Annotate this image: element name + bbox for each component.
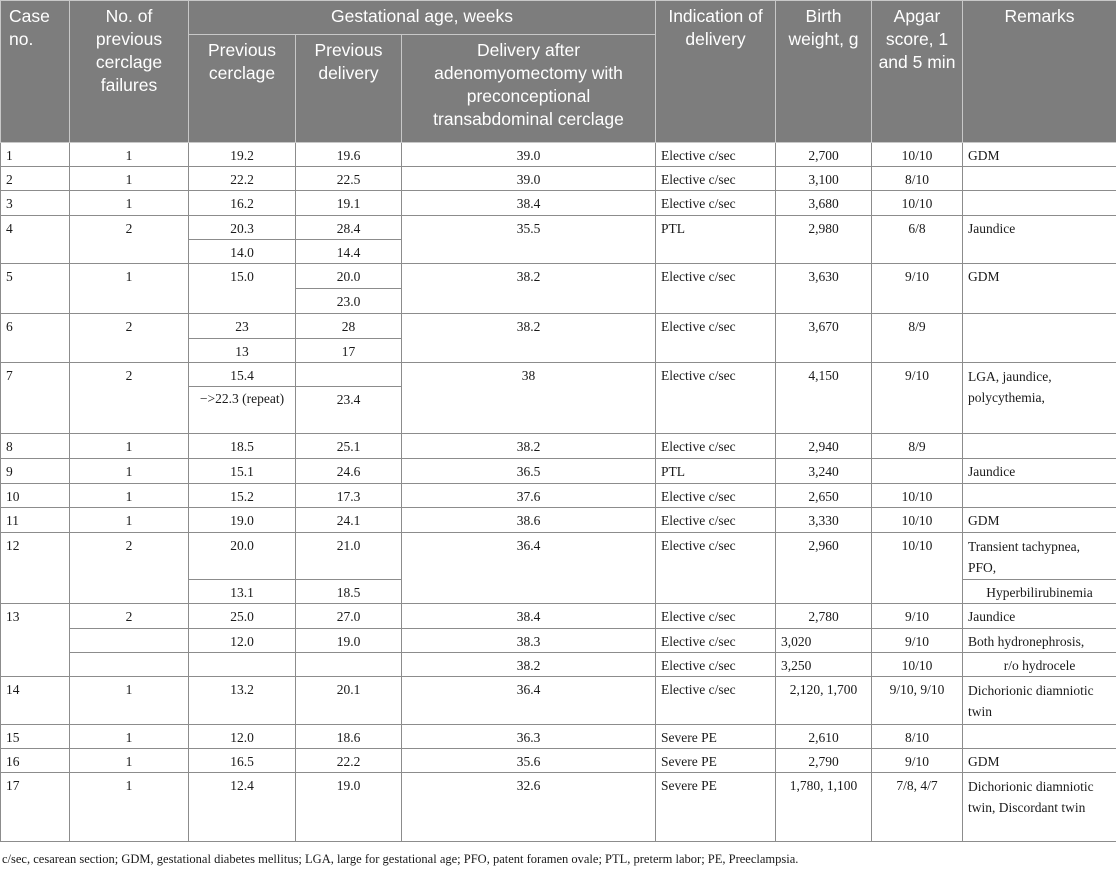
birth-weight-cell: 3,630: [776, 264, 872, 314]
failures-cell: [70, 653, 189, 677]
remarks-cell: Hyperbilirubinemia: [963, 580, 1116, 604]
apgar-cell: 10/10: [872, 508, 963, 533]
birth-weight-cell: 2,960: [776, 533, 872, 604]
table-row: [1, 314, 1116, 339]
prev-delivery-cell: 22.5: [296, 167, 402, 191]
case-no-cell: 14: [1, 677, 70, 725]
delivery-after-cell: 36.5: [402, 459, 656, 484]
apgar-cell: 9/10: [872, 629, 963, 653]
failures-cell: 2: [70, 604, 189, 629]
indication-cell: Severe PE: [656, 773, 776, 842]
birth-weight-cell: 2,980: [776, 216, 872, 264]
prev-cerclage-cell: 16.5: [189, 749, 296, 773]
failures-cell: 1: [70, 508, 189, 533]
prev-delivery-cell: 25.1: [296, 434, 402, 459]
table-row: [1, 264, 1116, 289]
remarks-cell: GDM: [963, 508, 1116, 533]
prev-cerclage-cell: 19.2: [189, 143, 296, 167]
table-row: [1, 484, 1116, 508]
birth-weight-cell: 3,100: [776, 167, 872, 191]
birth-weight-cell: 3,250: [776, 653, 872, 677]
case-no-cell: 1: [1, 143, 70, 167]
indication-cell: Elective c/sec: [656, 484, 776, 508]
prev-cerclage-cell: 16.2: [189, 191, 296, 216]
header-apgar-score: Apgar score, 1 and 5 min: [872, 1, 963, 143]
remarks-cell: LGA, jaundice, polycythemia,: [963, 363, 1116, 434]
failures-cell: 2: [70, 533, 189, 604]
table-row: [1, 773, 1116, 842]
birth-weight-cell: 2,940: [776, 434, 872, 459]
delivery-after-cell: 38.3: [402, 629, 656, 653]
failures-cell: 2: [70, 363, 189, 434]
remarks-cell: GDM: [963, 143, 1116, 167]
table-row: [1, 167, 1116, 191]
prev-delivery-cell: 24.1: [296, 508, 402, 533]
delivery-after-cell: 38.4: [402, 191, 656, 216]
prev-cerclage-cell: [189, 653, 296, 677]
failures-cell: 1: [70, 677, 189, 725]
remarks-cell: GDM: [963, 749, 1116, 773]
remarks-cell: r/o hydrocele: [963, 653, 1116, 677]
delivery-after-cell: 36.4: [402, 677, 656, 725]
case-no-cell: 16: [1, 749, 70, 773]
prev-delivery-cell: 23.4: [296, 387, 402, 434]
indication-cell: Elective c/sec: [656, 167, 776, 191]
indication-cell: Elective c/sec: [656, 533, 776, 604]
remarks-cell: [963, 434, 1116, 459]
indication-cell: Elective c/sec: [656, 363, 776, 434]
delivery-after-cell: 35.6: [402, 749, 656, 773]
prev-cerclage-cell: 15.4: [189, 363, 296, 387]
failures-cell: 1: [70, 749, 189, 773]
failures-cell: 1: [70, 484, 189, 508]
indication-cell: Elective c/sec: [656, 143, 776, 167]
case-no-cell: 11: [1, 508, 70, 533]
failures-cell: 2: [70, 314, 189, 363]
prev-delivery-cell: 23.0: [296, 289, 402, 314]
prev-cerclage-cell: 13.1: [189, 580, 296, 604]
indication-cell: Elective c/sec: [656, 314, 776, 363]
apgar-cell: [872, 459, 963, 484]
table-row: [1, 143, 1116, 167]
remarks-cell: [963, 484, 1116, 508]
table-row: [1, 459, 1116, 484]
apgar-cell: 9/10, 9/10: [872, 677, 963, 725]
prev-delivery-cell: 20.0: [296, 264, 402, 289]
case-no-cell: 12: [1, 533, 70, 604]
prev-cerclage-cell: 12.4: [189, 773, 296, 842]
table-row: [1, 216, 1116, 240]
apgar-cell: 6/8: [872, 216, 963, 264]
table-row: [1, 191, 1116, 216]
indication-cell: PTL: [656, 459, 776, 484]
table-row: [1, 629, 1116, 653]
birth-weight-cell: 3,330: [776, 508, 872, 533]
prev-cerclage-cell: 19.0: [189, 508, 296, 533]
prev-delivery-cell: 17.3: [296, 484, 402, 508]
table-row: [1, 363, 1116, 387]
prev-cerclage-cell: 13: [189, 339, 296, 363]
delivery-after-cell: 38.4: [402, 604, 656, 629]
case-no-cell: 8: [1, 434, 70, 459]
case-no-cell: 7: [1, 363, 70, 434]
prev-cerclage-cell: 20.3: [189, 216, 296, 240]
apgar-cell: 10/10: [872, 484, 963, 508]
header-gestational-age: Gestational age, weeks: [189, 1, 656, 35]
failures-cell: 1: [70, 191, 189, 216]
prev-delivery-cell: 28: [296, 314, 402, 339]
apgar-cell: 9/10: [872, 749, 963, 773]
failures-cell: 1: [70, 264, 189, 314]
apgar-cell: 8/9: [872, 314, 963, 363]
case-no-cell: 4: [1, 216, 70, 264]
indication-cell: Elective c/sec: [656, 508, 776, 533]
delivery-after-cell: 39.0: [402, 143, 656, 167]
birth-weight-cell: 2,790: [776, 749, 872, 773]
failures-cell: 2: [70, 216, 189, 264]
remarks-cell: Jaundice: [963, 216, 1116, 264]
indication-cell: Elective c/sec: [656, 604, 776, 629]
table-row: [1, 749, 1116, 773]
remarks-cell: Transient tachypnea, PFO,: [963, 533, 1116, 580]
case-no-cell: 9: [1, 459, 70, 484]
indication-cell: Severe PE: [656, 749, 776, 773]
failures-cell: 1: [70, 725, 189, 749]
table-footnote: c/sec, cesarean section; GDM, gestational diabetes mellitus; LGA, large for gestational age; PFO, patent foramen ovale; PTL, preterm labor; PE, Preeclampsia.: [2, 852, 799, 866]
prev-delivery-cell: 20.1: [296, 677, 402, 725]
delivery-after-cell: 37.6: [402, 484, 656, 508]
prev-delivery-cell: [296, 363, 402, 387]
delivery-after-cell: 36.3: [402, 725, 656, 749]
table-row: [1, 725, 1116, 749]
birth-weight-cell: 3,680: [776, 191, 872, 216]
delivery-after-cell: 39.0: [402, 167, 656, 191]
delivery-after-cell: 38.2: [402, 434, 656, 459]
prev-cerclage-cell: 18.5: [189, 434, 296, 459]
birth-weight-cell: 2,610: [776, 725, 872, 749]
apgar-cell: 10/10: [872, 653, 963, 677]
failures-cell: 1: [70, 143, 189, 167]
header-delivery-after: Delivery after adenomyomectomy with preconceptional transabdominal cerclage: [402, 35, 656, 143]
case-no-cell: 3: [1, 191, 70, 216]
header-remarks: Remarks: [963, 1, 1116, 143]
table-row: [1, 508, 1116, 533]
prev-delivery-cell: 18.6: [296, 725, 402, 749]
indication-cell: Elective c/sec: [656, 653, 776, 677]
prev-delivery-cell: 18.5: [296, 580, 402, 604]
case-no-cell: 2: [1, 167, 70, 191]
table-row: [1, 434, 1116, 459]
failures-cell: [70, 629, 189, 653]
delivery-after-cell: 38.2: [402, 653, 656, 677]
prev-cerclage-cell: 22.2: [189, 167, 296, 191]
prev-cerclage-cell: 15.2: [189, 484, 296, 508]
apgar-cell: 10/10: [872, 143, 963, 167]
remarks-cell: [963, 725, 1116, 749]
header-case-no: Case no.: [1, 1, 70, 143]
prev-delivery-cell: 17: [296, 339, 402, 363]
case-no-cell: 17: [1, 773, 70, 842]
prev-cerclage-cell: 14.0: [189, 240, 296, 264]
table-row: [1, 533, 1116, 580]
failures-cell: 1: [70, 167, 189, 191]
case-no-cell: 13: [1, 604, 70, 677]
failures-cell: 1: [70, 459, 189, 484]
delivery-after-cell: 32.6: [402, 773, 656, 842]
indication-cell: Elective c/sec: [656, 264, 776, 314]
table-row: [1, 653, 1116, 677]
remarks-cell: Dichorionic diamniotic twin, Discordant twin: [963, 773, 1116, 842]
prev-delivery-cell: 19.1: [296, 191, 402, 216]
prev-cerclage-cell: 15.1: [189, 459, 296, 484]
birth-weight-cell: 1,780, 1,100: [776, 773, 872, 842]
remarks-cell: Dichorionic diamniotic twin: [963, 677, 1116, 725]
delivery-after-cell: 38.2: [402, 264, 656, 314]
case-no-cell: 5: [1, 264, 70, 314]
indication-cell: PTL: [656, 216, 776, 264]
indication-cell: Elective c/sec: [656, 629, 776, 653]
apgar-cell: 8/10: [872, 167, 963, 191]
case-no-cell: 6: [1, 314, 70, 363]
table-row: [1, 677, 1116, 725]
remarks-cell: Jaundice: [963, 604, 1116, 629]
birth-weight-cell: 2,120, 1,700: [776, 677, 872, 725]
prev-delivery-cell: 27.0: [296, 604, 402, 629]
prev-cerclage-cell: 13.2: [189, 677, 296, 725]
prev-delivery-cell: [296, 653, 402, 677]
remarks-cell: Jaundice: [963, 459, 1116, 484]
apgar-cell: 10/10: [872, 533, 963, 604]
prev-delivery-cell: 19.6: [296, 143, 402, 167]
birth-weight-cell: 2,700: [776, 143, 872, 167]
header-indication: Indication of delivery: [656, 1, 776, 143]
header-previous-cerclage: Previous cerclage: [189, 35, 296, 143]
remarks-cell: Both hydronephrosis,: [963, 629, 1116, 653]
indication-cell: Severe PE: [656, 725, 776, 749]
birth-weight-cell: 2,780: [776, 604, 872, 629]
prev-cerclage-cell: 25.0: [189, 604, 296, 629]
prev-cerclage-cell: 20.0: [189, 533, 296, 580]
birth-weight-cell: 3,020: [776, 629, 872, 653]
header-cerclage-failures: No. of previous cerclage failures: [70, 1, 189, 143]
prev-delivery-cell: 21.0: [296, 533, 402, 580]
apgar-cell: 7/8, 4/7: [872, 773, 963, 842]
birth-weight-cell: 3,240: [776, 459, 872, 484]
prev-cerclage-cell: 12.0: [189, 629, 296, 653]
apgar-cell: 8/9: [872, 434, 963, 459]
birth-weight-cell: 3,670: [776, 314, 872, 363]
apgar-cell: 8/10: [872, 725, 963, 749]
failures-cell: 1: [70, 434, 189, 459]
prev-cerclage-cell: −>22.3 (repeat): [189, 387, 296, 434]
apgar-cell: 10/10: [872, 191, 963, 216]
prev-cerclage-cell: 12.0: [189, 725, 296, 749]
prev-delivery-cell: 14.4: [296, 240, 402, 264]
delivery-after-cell: 36.4: [402, 533, 656, 604]
prev-delivery-cell: 22.2: [296, 749, 402, 773]
birth-weight-cell: 2,650: [776, 484, 872, 508]
prev-cerclage-cell: 15.0: [189, 264, 296, 314]
delivery-after-cell: 38.6: [402, 508, 656, 533]
indication-cell: Elective c/sec: [656, 191, 776, 216]
apgar-cell: 9/10: [872, 604, 963, 629]
header-previous-delivery: Previous delivery: [296, 35, 402, 143]
remarks-cell: GDM: [963, 264, 1116, 314]
apgar-cell: 9/10: [872, 264, 963, 314]
prev-delivery-cell: 24.6: [296, 459, 402, 484]
remarks-cell: [963, 314, 1116, 363]
prev-cerclage-cell: 23: [189, 314, 296, 339]
failures-cell: 1: [70, 773, 189, 842]
indication-cell: Elective c/sec: [656, 677, 776, 725]
header-birth-weight: Birth weight, g: [776, 1, 872, 143]
indication-cell: Elective c/sec: [656, 434, 776, 459]
case-no-cell: 10: [1, 484, 70, 508]
remarks-cell: [963, 191, 1116, 216]
prev-delivery-cell: 19.0: [296, 629, 402, 653]
case-no-cell: 15: [1, 725, 70, 749]
birth-weight-cell: 4,150: [776, 363, 872, 434]
delivery-after-cell: 35.5: [402, 216, 656, 264]
table-row: [1, 604, 1116, 629]
remarks-cell: [963, 167, 1116, 191]
delivery-after-cell: 38: [402, 363, 656, 434]
prev-delivery-cell: 28.4: [296, 216, 402, 240]
prev-delivery-cell: 19.0: [296, 773, 402, 842]
delivery-after-cell: 38.2: [402, 314, 656, 363]
apgar-cell: 9/10: [872, 363, 963, 434]
